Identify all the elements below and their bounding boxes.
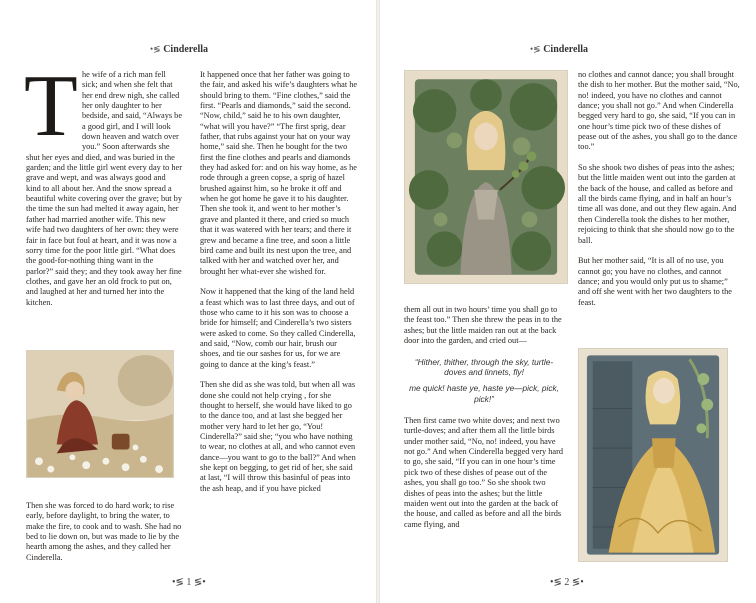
- paragraph-father-fair: It happened once that her father was going to the fair, and asked his wife’s daughters what he should bring to them. “Fine clothes,” said the first. “Pearls and diamonds,” said the second. “Now, child,” said he to his own daughter, “what will you have?” “The first sprig, dear father, that rubs against your hat on your way home,” said she. Then he bought for the two first the fine clothes and pearls and diamonds they had asked for: and on his way home, as he rode through a green copse, a sprig of hazel brushed against him, so he broke it off and when he got home he gave it to his daughter. Then she took it, and went to her mother’s grave and planted it there, and cried so much that it was watered with her tears; and there it grew and became a fine tree, and soon a little bird came and built its nest upon the tree, and talked with her and watched over her, and brought her what-ever she wished for.: [200, 70, 358, 276]
- verse-haste-ye: me quick! haste ye, haste ye—pick, pick, pick!”: [409, 383, 559, 404]
- paragraph-two-dishes: So she shook two dishes of peas into the ashes; but the little maiden went out into the garden at the back of the house, and called as before and all the birds came flying, and in half an hour’s time all was done, and out they flew again. And then Cinderella took the dishes to her mother, rejoicing to think that she should now go to the ball.: [578, 163, 737, 245]
- page2-column-2: [578, 70, 740, 308]
- folio-left: [172, 577, 206, 588]
- running-head-title: Cinderella: [543, 44, 589, 55]
- page-number: 2: [564, 577, 570, 588]
- running-head-left: [150, 44, 208, 55]
- hazel-tree-scene-icon: [405, 71, 567, 283]
- paragraph-peas-ashes: them all out in two hours’ time you shall go to the feast too.” Then she threw the peas in to the ashes; but the little maiden ran out at the back door into the garden, and cried out—: [404, 305, 562, 346]
- drop-cap: T: [24, 58, 78, 155]
- folio-right: [550, 577, 584, 588]
- paragraph-king-feast: Now it happened that the king of the land held a feast which was to last three days, and out of those who came to it his son was to choose a bride for himself; and Cinderella’s two sisters were asked to come. So they called Cinderella, and said, “Now, comb our hair, brush our shoes, and tie our sashes for us, for we are going to dance at the king’s feast.”: [200, 287, 356, 369]
- running-head-right: [530, 44, 588, 55]
- garden-scene-icon: [27, 351, 173, 477]
- folio-ornament-icon: •≶: [550, 577, 562, 588]
- ornament-icon: •≶: [150, 44, 161, 54]
- opening-paragraph: [24, 58, 182, 308]
- paragraph-cinderella-cries: Then she did as she was told, but when all was done she could not help crying , for she thought to herself, she would have liked to go to the dance too, and at last she begged her mother very hard to let her go, “You! Cinderella?” said she; “you who have nothing to wear, no clothes at all, and who cannot even dance—you want to go to the ball?” And when she kept on begging, to get rid of her, she said at last, “I will throw this basinful of peas into the ash heap, and if you have picked: [200, 380, 356, 493]
- folio-ornament-icon: ≶•: [571, 577, 584, 588]
- paragraph-no-clothes: no clothes and cannot dance; you shall brought the dish to her mother. But the mother said, “No, no! indeed, you have no clothes and cannot dance; you shall not go.” And when Cinderella begged very hard to go, she said, “If you can in one hour’s time pick two of these dishes of pease out of the ashes, you shall go to the dance too.”: [578, 70, 740, 152]
- page-right: [378, 0, 756, 603]
- illustration-girl-in-garden: [26, 350, 174, 478]
- folio-ornament-icon: ≶•: [193, 577, 206, 588]
- page-number: 1: [186, 577, 192, 588]
- page1-column-1-top: [24, 58, 182, 308]
- page2-column-1: [404, 305, 564, 530]
- opening-text: he wife of a rich man fell sick; and when she felt that her end drew nigh, she called her only daughter to her bedside, and said, “Always be a good girl, and I will look down heaven and watch over you.” Soon afterwards she shut her eyes and died, and was buried in the garden; and the little girl went every day to her grave and wept, and was always good and kind to all about her. And the snow spread a beautiful white covering over the grave; but by the time the sun had melted it away again, her father had married another wife. This new wife had two daughters of her own: they were fair in face but foul at heart, and it was now a sorry time for the poor little girl. “What does the good-for-nothing thing want in the parlor?” said they; and they took away her fine clothes, and gave her an old frock to put on, and laughed at her and turned her into the kitchen.: [26, 70, 182, 307]
- page1-column-2: [200, 70, 358, 494]
- ornament-icon: •≶: [530, 44, 541, 54]
- illustration-cinderella-hazel-tree: [404, 70, 568, 284]
- illustration-cinderella-golden-gown: [578, 348, 728, 562]
- paragraph-mother-refuses: But her mother said, “It is all of no use, you cannot go; you have no clothes, and cannot dance; and you would only put us to shame;” and off she went with her two daughters to the feast.: [578, 256, 732, 307]
- folio-ornament-icon: •≶: [172, 577, 184, 588]
- running-head-title: Cinderella: [163, 44, 209, 55]
- paragraph-hard-work: Then she was forced to do hard work; to rise early, before daylight, to bring the water, to make the fire, to cook and to wash. She had no bed to lie down on, but was made to lie by the hearth among the ashes, and they called her Cinderella.: [26, 501, 182, 562]
- golden-gown-scene-icon: [579, 349, 727, 561]
- verse-hither-thither: “Hither, thither, through the sky, turtle-doves and linnets, fly!: [414, 356, 554, 378]
- paragraph-doves-came: Then first came two white doves; and next two turtle-doves; and after them all the little birds under mother said, “No, no! indeed, you have not go.” And when Cinderella begged very hard to go, she said, “If you can in one hour’s time pick two of these dishes of pease out of the ashes, you shall go too.” So she shook two dishes of peas into the ashes; but the little maiden went out into the garden at the back of the house, and called as before and all the birds came flying, and: [404, 416, 563, 529]
- page1-column-1-bottom: [26, 501, 184, 563]
